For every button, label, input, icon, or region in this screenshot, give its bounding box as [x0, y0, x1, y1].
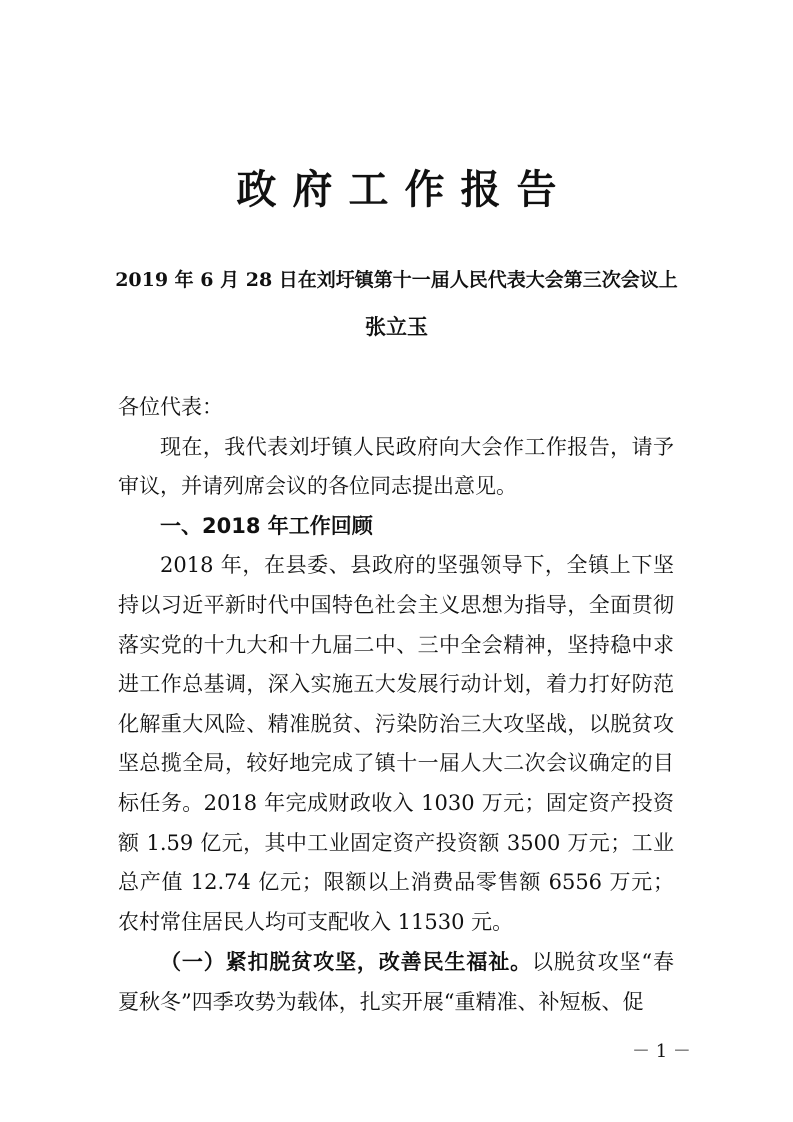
subsection-paragraph: [118, 942, 674, 1022]
section-heading: 一、2018 年工作回顾: [160, 513, 373, 538]
author-name: 张立玉: [365, 314, 428, 339]
document-body: [118, 388, 674, 1023]
work-review-paragraph: 2018 年，在县委、县政府的坚强领导下，全镇上下坚持以习近平新时代中国特色社会主义思想为指导，全面贯彻落实党的十九大和十九届二中、三中全会精神，坚持稳中求进工作总基调，深入实施五大发展行动计划，着力打好防范化解重大风险、精准脱贫、污染防治三大攻坚战，以脱贫攻坚总揽全局，较好地完成了镇十一届人大二次会议确定的目标任务。2018 年完成财政收入 1030 万元；固定资产投资额 1.59 亿元，其中工业固定资产投资额 3500 万元；工业总产值 12.74 亿元；限额以上消费品零售额 6556 万元；农村常住居民人均可支配收入 11530 元。: [118, 553, 674, 934]
subsection-heading: （一）紧扣脱贫攻坚，改善民生福祉。: [160, 949, 532, 975]
intro-paragraph: 现在，我代表刘圩镇人民政府向大会作工作报告，请予审议，并请列席会议的各位同志提出意见。: [118, 434, 674, 499]
document-title: 政府工作报告: [236, 166, 573, 213]
page-number: － 1 －: [632, 1041, 691, 1062]
salutation: 各位代表：: [118, 395, 223, 419]
document-subtitle: 2019 年 6 月 28 日在刘圩镇第十一届人民代表大会第三次会议上: [115, 269, 678, 291]
subsection-text: 以脱贫攻坚“春夏秋冬”四季攻势为载体，扎实开展“重精准、补短板、促: [118, 950, 674, 1014]
